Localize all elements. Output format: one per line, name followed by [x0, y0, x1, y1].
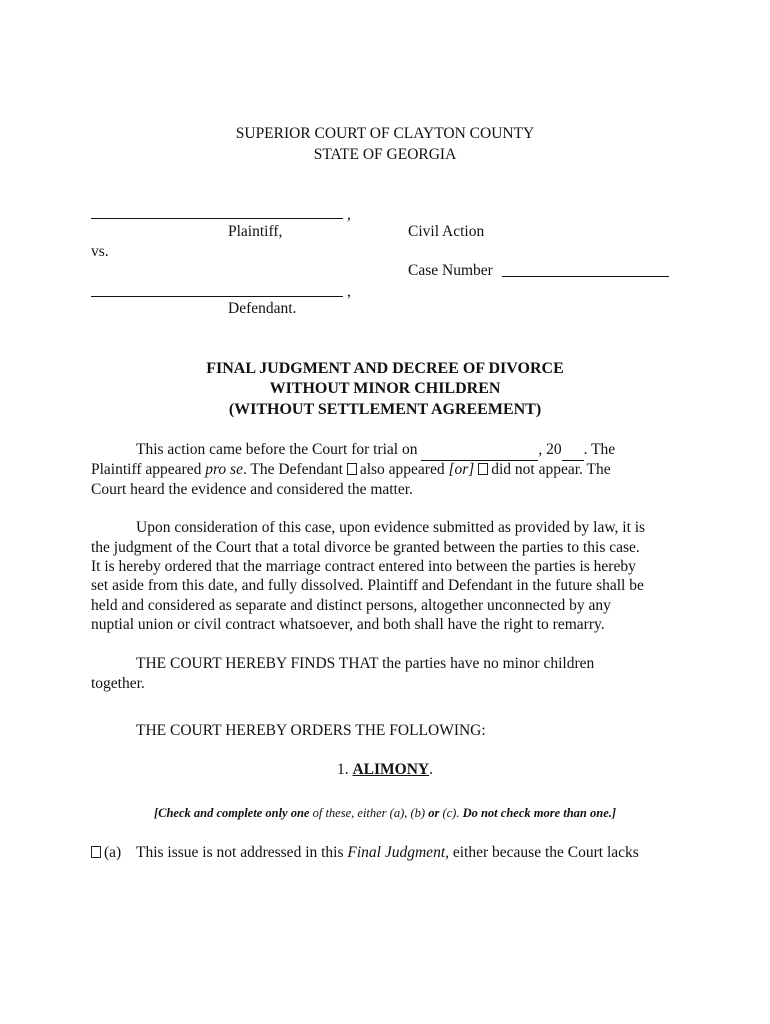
orders-heading: THE COURT HEREBY ORDERS THE FOLLOWING:	[136, 722, 486, 739]
option-a-text3: either because the Court lacks	[449, 844, 639, 861]
civil-action-label: Civil Action	[408, 223, 485, 240]
section-period: .	[429, 761, 433, 778]
defendant-label: Defendant.	[228, 300, 297, 317]
court-name: SUPERIOR COURT OF CLAYTON COUNTY	[235, 125, 535, 142]
option-a-text1: This issue is not addressed in this	[136, 844, 348, 861]
para2-line4: set aside from this date, and fully dissolved. Plaintiff and Defendant in the future shall be	[91, 577, 644, 594]
para2-line1: Upon consideration of this case, upon evidence submitted as provided by law, it is	[136, 519, 646, 536]
or-text: [or]	[448, 461, 475, 478]
court-state: STATE OF GEORGIA	[313, 146, 457, 163]
option-a-label: (a)	[104, 844, 122, 861]
section-number: 1.	[336, 761, 353, 778]
document-title-line3: (WITHOUT SETTLEMENT AGREEMENT)	[228, 401, 542, 418]
instruction-e: Do not check more than one.]	[462, 806, 617, 820]
option-a-text2: Final Judgment,	[347, 844, 449, 861]
instruction-b: of these, either (a), (b)	[309, 806, 429, 820]
case-number-line[interactable]	[502, 276, 669, 277]
para1-text-c: . The	[583, 441, 616, 458]
pro-se-text: pro se	[205, 461, 243, 478]
para1-text-d: Plaintiff appeared	[91, 461, 206, 478]
para1-text-f: . The Defendant	[242, 461, 347, 478]
para1-line2	[91, 460, 611, 480]
trial-year-blank[interactable]	[562, 440, 584, 461]
instruction-a: [Check and complete only one	[153, 806, 310, 820]
plaintiff-label: Plaintiff,	[228, 223, 283, 240]
para1-text-a: This action came before the Court for trial on	[136, 441, 422, 458]
document-title-line1: FINAL JUDGMENT AND DECREE OF DIVORCE	[206, 360, 564, 377]
para2-line3: It is hereby ordered that the marriage contract entered into between the parties is hereby	[91, 558, 636, 575]
para1-line1	[136, 440, 615, 461]
trial-date-blank[interactable]	[421, 440, 538, 461]
defendant-appeared-checkbox[interactable]	[347, 463, 357, 475]
plaintiff-comma: ,	[347, 206, 351, 223]
para1-text-g: also appeared	[359, 461, 449, 478]
instruction-c: or	[428, 806, 440, 820]
defendant-name-line[interactable]	[91, 296, 343, 297]
option-a-row	[91, 843, 121, 863]
option-a-text	[136, 843, 639, 863]
defendant-not-appear-checkbox[interactable]	[478, 463, 488, 475]
para3-line1: THE COURT HEREBY FINDS THAT the parties have no minor children	[136, 655, 595, 672]
option-a-checkbox[interactable]	[91, 846, 101, 858]
para1-line3: Court heard the evidence and considered the matter.	[91, 481, 413, 498]
para2-line5: held and considered as separate and distinct persons, altogether unconnected by any	[91, 597, 611, 614]
para1-text-i: did not appear. The	[491, 461, 611, 478]
plaintiff-name-line[interactable]	[91, 218, 343, 219]
para2-line6: nuptial union or civil contract whatsoever, and both shall have the right to remarry.	[91, 616, 605, 633]
section-title: ALIMONY	[352, 761, 430, 778]
para3-line2: together.	[91, 675, 145, 692]
document-title-line2: WITHOUT MINOR CHILDREN	[269, 380, 501, 397]
instruction-d: (c).	[439, 806, 463, 820]
para1-text-b: , 20	[538, 441, 562, 458]
section-alimony-heading	[0, 760, 770, 780]
case-number-label: Case Number	[408, 262, 493, 279]
instruction-text	[0, 803, 770, 823]
para2-line2: the judgment of the Court that a total divorce be granted between the parties to this case.	[91, 539, 640, 556]
vs-label: vs.	[91, 243, 109, 260]
defendant-comma: ,	[347, 283, 351, 300]
